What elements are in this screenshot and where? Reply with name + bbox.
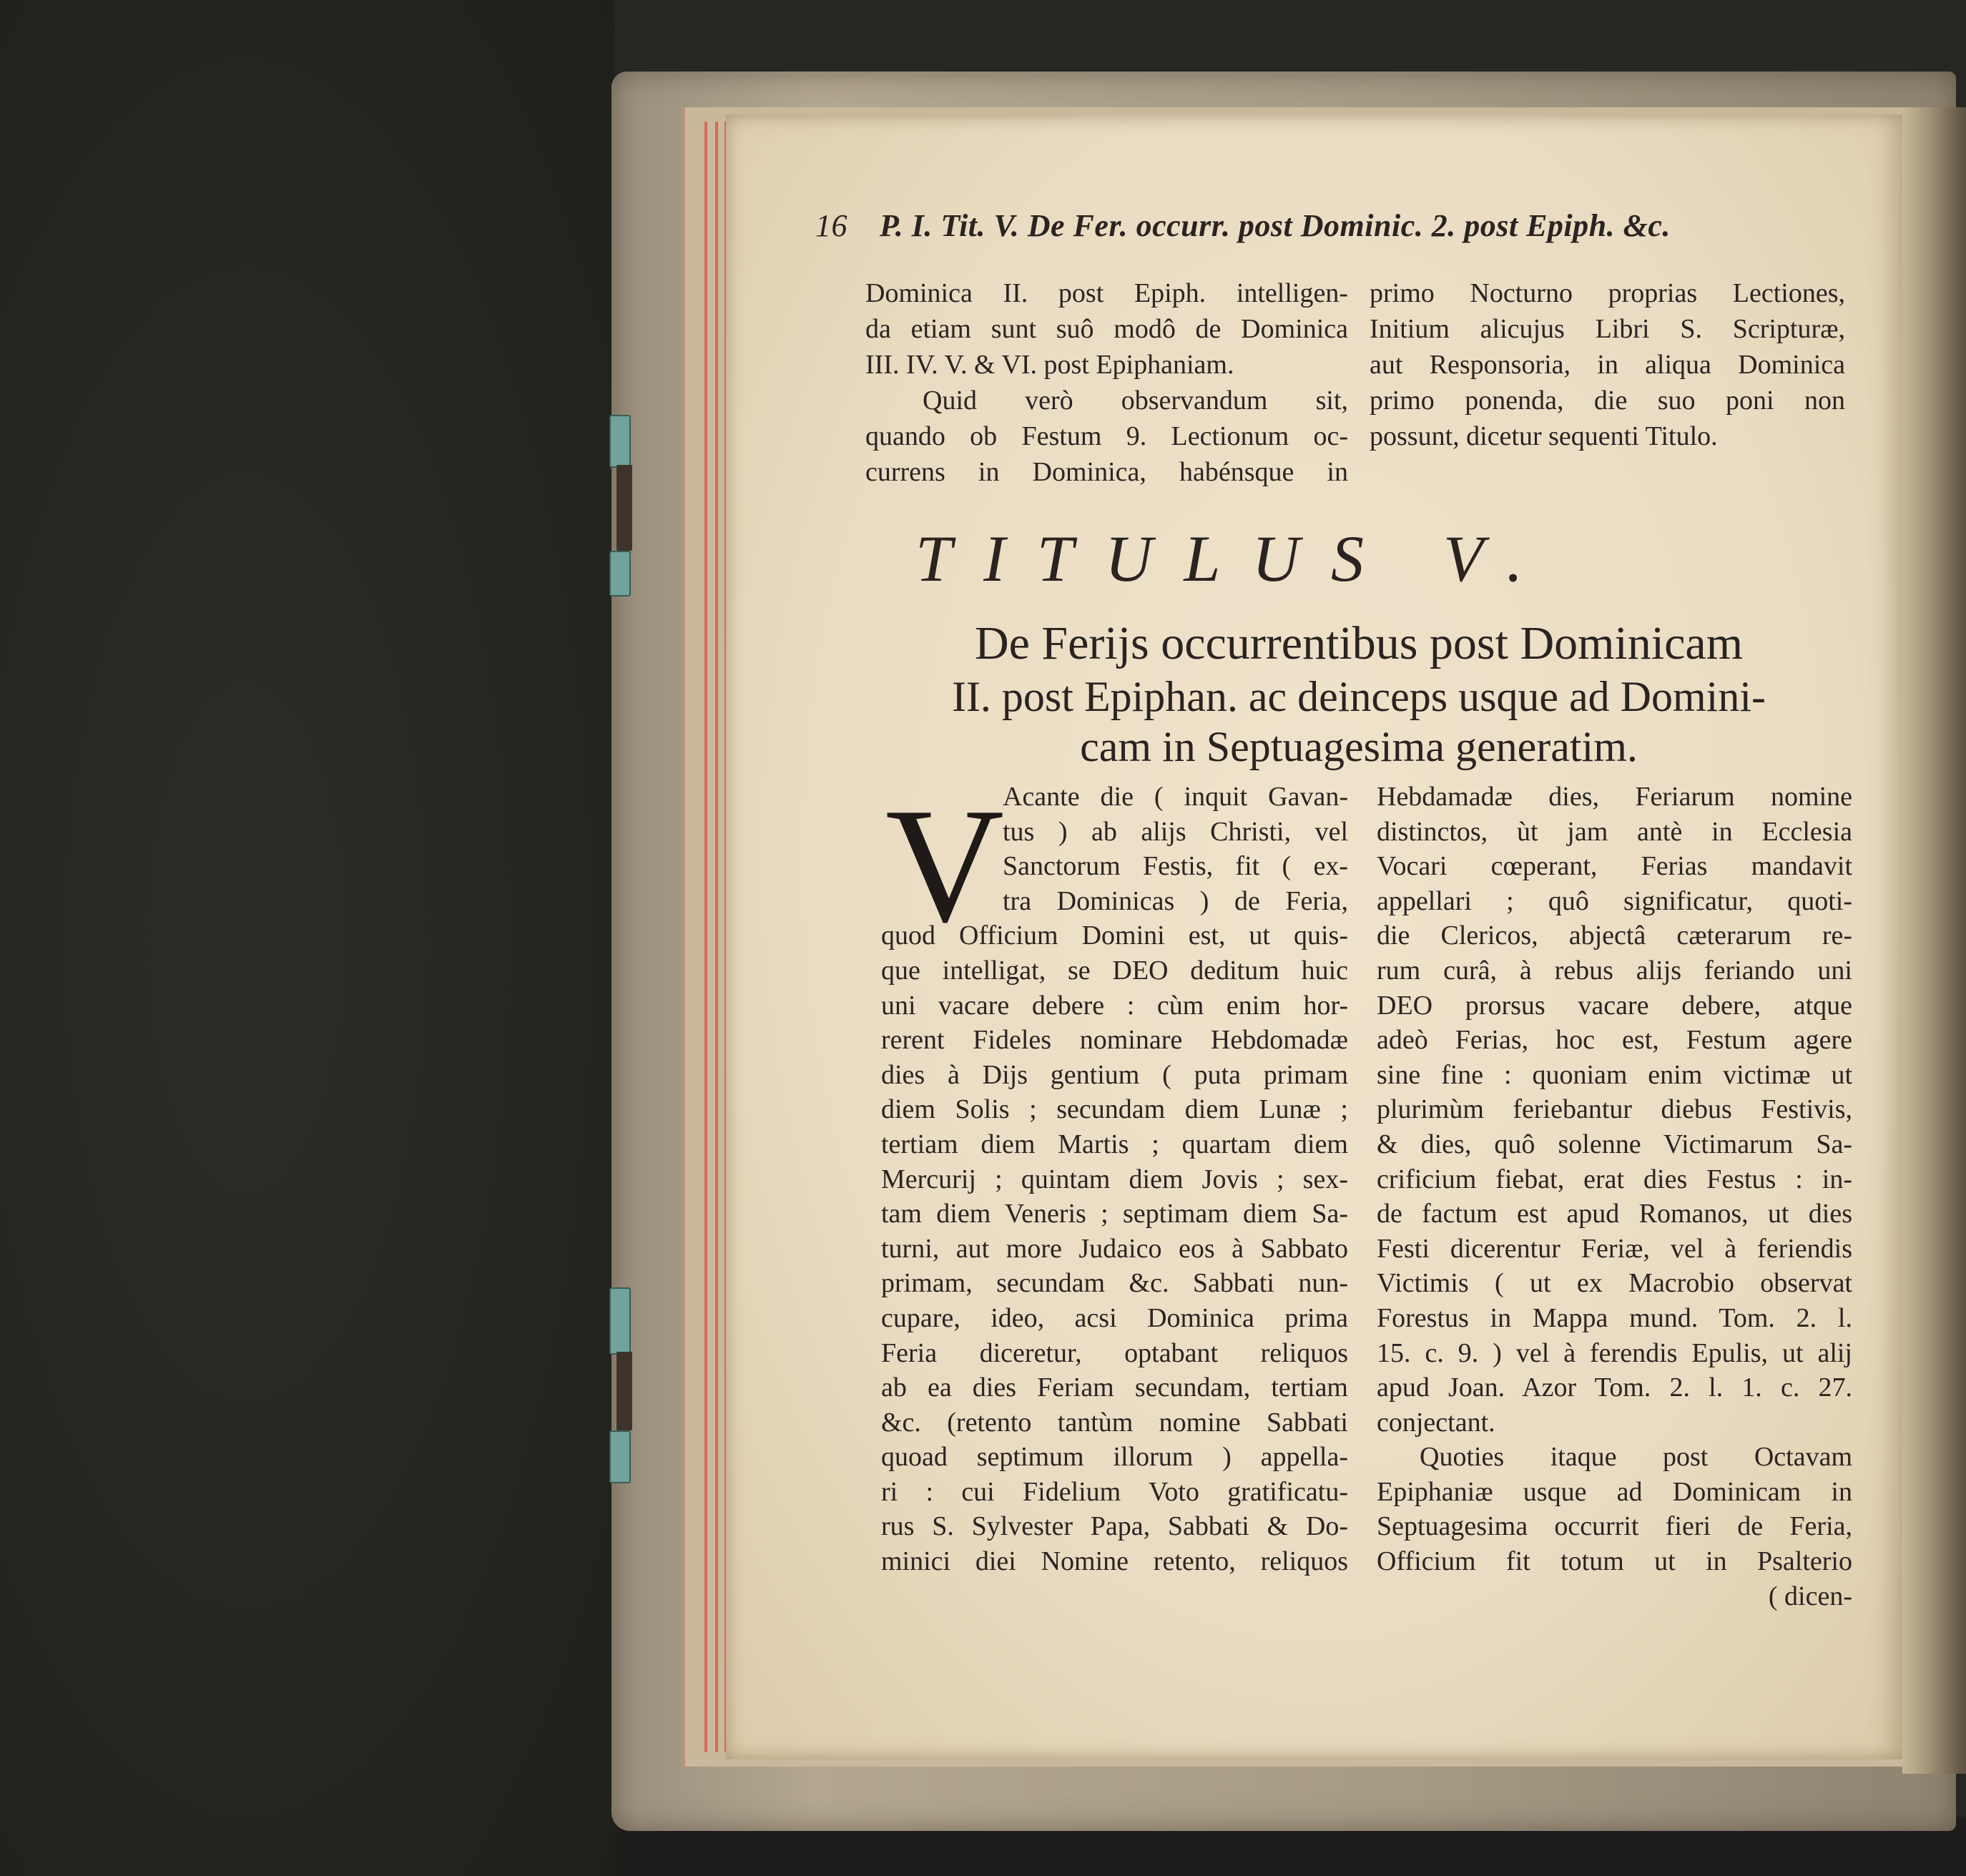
- text-line: &c. (retento tantùm nomine Sabbati: [881, 1407, 1348, 1438]
- top-left-column: [865, 275, 1348, 490]
- text-line: currens in Dominica, habénsque in: [865, 457, 1348, 487]
- body-left-column: [881, 774, 1348, 1579]
- drop-cap: V: [885, 774, 1005, 956]
- text-line: tertiam diem Martis ; quartam diem: [881, 1129, 1348, 1159]
- text-line: Quoties itaque post Octavam: [1420, 1442, 1852, 1473]
- text-line: rum curâ, à rebus alijs feriando uni: [1377, 955, 1852, 986]
- text-line: rerent Fideles nominare Hebdomadæ: [881, 1025, 1348, 1056]
- text-line: III. IV. V. & VI. post Epiphaniam.: [865, 350, 1234, 380]
- text-line: die Clericos, abjectâ cæterarum re-: [1377, 920, 1852, 951]
- text-line: Vocari cœperant, Ferias mandavit: [1377, 851, 1852, 882]
- text-line: tam diem Veneris ; septimam diem Sa-: [881, 1199, 1348, 1229]
- section-subtitle-line: II. post Epiphan. ac deinceps usque ad Domini-: [951, 673, 1766, 720]
- text-line: Sanctorum Festis, fit ( ex-: [1003, 851, 1348, 882]
- text-line: possunt, dicetur sequenti Titulo.: [1370, 421, 1718, 451]
- text-line: Victimis ( ut ex Macrobio observat: [1377, 1268, 1852, 1299]
- clasp-icon: [609, 551, 631, 596]
- text-line: apud Joan. Azor Tom. 2. l. 1. c. 27.: [1377, 1372, 1852, 1403]
- text-line: Initium alicujus Libri S. Scripturæ,: [1370, 314, 1845, 344]
- text-line: uni vacare debere : cùm enim hor-: [881, 990, 1348, 1021]
- text-line: Dominica II. post Epiph. intelligen-: [865, 278, 1348, 308]
- text-line: primo Nocturno proprias Lectiones,: [1370, 278, 1845, 308]
- text-line: aut Responsoria, in aliqua Dominica: [1370, 350, 1845, 380]
- text-line: distinctos, ùt jam antè in Ecclesia: [1377, 816, 1852, 847]
- text-line: de factum est apud Romanos, ut dies: [1377, 1199, 1852, 1229]
- text-line: ab ea dies Feriam secundam, tertiam: [881, 1372, 1348, 1403]
- text-line: 15. c. 9. ) vel à ferendis Epulis, ut alij: [1377, 1337, 1852, 1368]
- text-line: Mercurij ; quintam diem Jovis ; sex-: [881, 1164, 1348, 1194]
- text-line: cupare, ideo, acsi Dominica prima: [881, 1302, 1348, 1333]
- section-subtitle-line: cam in Septuagesima generatim.: [1080, 723, 1638, 770]
- body-right-column: [1377, 780, 1852, 1614]
- dark-background: [0, 0, 615, 1876]
- red-page-edge: [704, 122, 707, 1752]
- red-page-edge: [715, 122, 718, 1752]
- text-line: dies à Dijs gentium ( puta primam: [881, 1059, 1348, 1090]
- text-line: & dies, quô solenne Victimarum Sa-: [1377, 1129, 1852, 1159]
- clasp-hinge-icon: [616, 465, 632, 551]
- text-line: Feria diceretur, optabant reliquos: [881, 1337, 1348, 1368]
- text-line: rus S. Sylvester Papa, Sabbati & Do-: [881, 1511, 1348, 1542]
- text-line: quando ob Festum 9. Lectionum oc-: [865, 421, 1348, 451]
- text-line: minici diei Nomine retento, reliquos: [881, 1546, 1348, 1577]
- text-line: diem Solis ; secundam diem Lunæ ;: [881, 1094, 1348, 1125]
- text-line: da etiam sunt suô modô de Dominica: [865, 314, 1348, 344]
- running-head-text: P. I. Tit. V. De Fer. occurr. post Dominic. 2. post Epiph. &c.: [880, 208, 1671, 243]
- text-line: quoad septimum illorum ) appella-: [881, 1442, 1348, 1473]
- text-line: DEO prorsus vacare debere, atque: [1377, 990, 1852, 1021]
- text-line: tra Dominicas ) de Feria,: [1003, 885, 1348, 916]
- text-line: ri : cui Fidelium Voto gratificatu-: [881, 1476, 1348, 1507]
- text-line: Septuagesima occurrit fieri de Feria,: [1377, 1511, 1852, 1542]
- text-line: crificium fiebat, erat dies Festus : in-: [1377, 1164, 1852, 1194]
- text-line: appellari ; quô significatur, quoti-: [1377, 885, 1852, 916]
- text-line: quod Officium Domini est, ut quis-: [881, 920, 1348, 951]
- clasp-icon: [609, 1430, 631, 1483]
- text-line: primam, secundam &c. Sabbati nun-: [881, 1268, 1348, 1299]
- catchword: ( dicen-: [1768, 1581, 1852, 1611]
- page-number: 16: [815, 208, 847, 243]
- text-line: Forestus in Mappa mund. Tom. 2. l.: [1377, 1302, 1852, 1333]
- text-line: tus ) ab alijs Christi, vel: [1003, 816, 1348, 847]
- text-line: turni, aut more Judaico eos à Sabbato: [881, 1233, 1348, 1264]
- text-line: sine fine : quoniam enim victimæ ut: [1377, 1059, 1852, 1090]
- text-line: Festi dicerentur Feriæ, vel à feriendis: [1377, 1233, 1852, 1264]
- text-line: Acante die ( inquit Gavan-: [1003, 782, 1348, 812]
- section-subtitle-line: De Ferijs occurrentibus post Dominicam: [974, 617, 1744, 669]
- text-line: Quid verò observandum sit,: [923, 385, 1348, 416]
- clasp-hinge-icon: [616, 1352, 632, 1430]
- clasp-icon: [609, 1287, 631, 1355]
- text-line: Officium fit totum ut in Psalterio: [1377, 1546, 1852, 1577]
- text-line: Epiphaniæ usque ad Dominicam in: [1377, 1476, 1852, 1507]
- book-gutter: [1902, 107, 1966, 1774]
- section-title: TITULUS V.: [915, 522, 1555, 595]
- text-line: que intelligat, se DEO deditum huic: [881, 955, 1348, 986]
- text-line: conjectant.: [1377, 1407, 1495, 1438]
- text-line: Hebdamadæ dies, Feriarum nomine: [1377, 782, 1852, 812]
- text-line: adeò Ferias, hoc est, Festum agere: [1377, 1025, 1852, 1056]
- top-right-column: [1370, 275, 1845, 454]
- text-line: primo ponenda, die suo poni non: [1370, 385, 1845, 416]
- clasp-icon: [609, 415, 631, 468]
- text-line: plurimùm feriebantur diebus Festivis,: [1377, 1094, 1852, 1125]
